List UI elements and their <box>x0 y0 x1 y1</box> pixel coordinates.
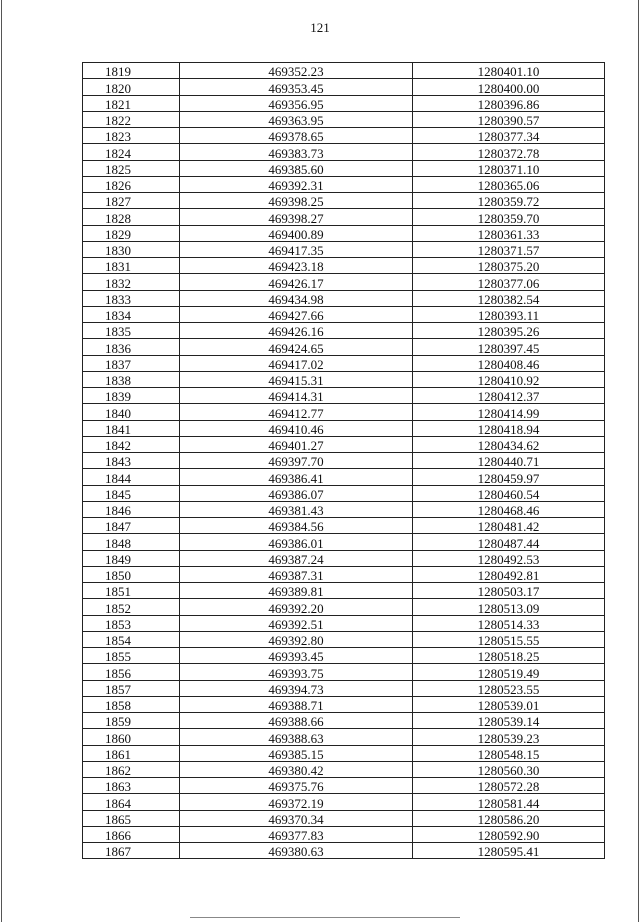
point-number-cell: 1829 <box>83 225 180 241</box>
table-row <box>83 826 605 842</box>
y-coordinate-cell: 1280519.49 <box>413 664 605 680</box>
point-number-cell: 1852 <box>83 599 180 615</box>
table-row <box>83 209 605 225</box>
table-row <box>83 339 605 355</box>
y-coordinate-cell: 1280460.54 <box>413 485 605 501</box>
point-number-cell: 1848 <box>83 534 180 550</box>
x-coordinate-cell: 469363.95 <box>180 111 413 127</box>
x-coordinate-cell: 469389.81 <box>180 583 413 599</box>
point-number-cell: 1825 <box>83 160 180 176</box>
x-coordinate-cell: 469383.73 <box>180 144 413 160</box>
x-coordinate-cell: 469352.23 <box>180 63 413 79</box>
y-coordinate-cell: 1280492.53 <box>413 550 605 566</box>
x-coordinate-cell: 469417.35 <box>180 241 413 257</box>
y-coordinate-cell: 1280397.45 <box>413 339 605 355</box>
y-coordinate-cell: 1280514.33 <box>413 615 605 631</box>
table-row <box>83 436 605 452</box>
y-coordinate-cell: 1280401.10 <box>413 63 605 79</box>
x-coordinate-cell: 469384.56 <box>180 518 413 534</box>
point-number-cell: 1853 <box>83 615 180 631</box>
point-number-cell: 1847 <box>83 518 180 534</box>
point-number-cell: 1836 <box>83 339 180 355</box>
x-coordinate-cell: 469380.63 <box>180 843 413 859</box>
table-row <box>83 680 605 696</box>
point-number-cell: 1838 <box>83 371 180 387</box>
y-coordinate-cell: 1280359.72 <box>413 193 605 209</box>
y-coordinate-cell: 1280440.71 <box>413 453 605 469</box>
y-coordinate-cell: 1280382.54 <box>413 290 605 306</box>
x-coordinate-cell: 469385.60 <box>180 160 413 176</box>
y-coordinate-cell: 1280395.26 <box>413 323 605 339</box>
table-row <box>83 290 605 306</box>
y-coordinate-cell: 1280572.28 <box>413 778 605 794</box>
point-number-cell: 1834 <box>83 306 180 322</box>
y-coordinate-cell: 1280595.41 <box>413 843 605 859</box>
table-row <box>83 128 605 144</box>
table-row <box>83 566 605 582</box>
table-row <box>83 713 605 729</box>
point-number-cell: 1867 <box>83 843 180 859</box>
y-coordinate-cell: 1280513.09 <box>413 599 605 615</box>
x-coordinate-cell: 469410.46 <box>180 420 413 436</box>
x-coordinate-cell: 469398.25 <box>180 193 413 209</box>
table-row <box>83 469 605 485</box>
y-coordinate-cell: 1280375.20 <box>413 258 605 274</box>
y-coordinate-cell: 1280468.46 <box>413 501 605 517</box>
x-coordinate-cell: 469387.31 <box>180 566 413 582</box>
x-coordinate-cell: 469392.31 <box>180 176 413 192</box>
table-row <box>83 225 605 241</box>
y-coordinate-cell: 1280592.90 <box>413 826 605 842</box>
y-coordinate-cell: 1280459.97 <box>413 469 605 485</box>
point-number-cell: 1864 <box>83 794 180 810</box>
table-row <box>83 631 605 647</box>
y-coordinate-cell: 1280518.25 <box>413 648 605 664</box>
x-coordinate-cell: 469392.20 <box>180 599 413 615</box>
point-number-cell: 1824 <box>83 144 180 160</box>
y-coordinate-cell: 1280539.01 <box>413 696 605 712</box>
y-coordinate-cell: 1280393.11 <box>413 306 605 322</box>
point-number-cell: 1831 <box>83 258 180 274</box>
point-number-cell: 1839 <box>83 388 180 404</box>
table-row <box>83 664 605 680</box>
x-coordinate-cell: 469353.45 <box>180 79 413 95</box>
point-number-cell: 1823 <box>83 128 180 144</box>
x-coordinate-cell: 469378.65 <box>180 128 413 144</box>
y-coordinate-cell: 1280481.42 <box>413 518 605 534</box>
table-row <box>83 371 605 387</box>
table-row <box>83 761 605 777</box>
page-number: 121 <box>310 20 330 35</box>
x-coordinate-cell: 469417.02 <box>180 355 413 371</box>
x-coordinate-cell: 469401.27 <box>180 436 413 452</box>
point-number-cell: 1844 <box>83 469 180 485</box>
table-row <box>83 193 605 209</box>
table-row <box>83 648 605 664</box>
point-number-cell: 1854 <box>83 631 180 647</box>
point-number-cell: 1857 <box>83 680 180 696</box>
x-coordinate-cell: 469427.66 <box>180 306 413 322</box>
table-row <box>83 160 605 176</box>
y-coordinate-cell: 1280377.06 <box>413 274 605 290</box>
x-coordinate-cell: 469392.51 <box>180 615 413 631</box>
x-coordinate-cell: 469386.01 <box>180 534 413 550</box>
table-row <box>83 534 605 550</box>
y-coordinate-cell: 1280523.55 <box>413 680 605 696</box>
y-coordinate-cell: 1280434.62 <box>413 436 605 452</box>
x-coordinate-cell: 469394.73 <box>180 680 413 696</box>
table-row <box>83 550 605 566</box>
table-row <box>83 420 605 436</box>
point-number-cell: 1845 <box>83 485 180 501</box>
x-coordinate-cell: 469423.18 <box>180 258 413 274</box>
point-number-cell: 1842 <box>83 436 180 452</box>
table-row <box>83 794 605 810</box>
x-coordinate-cell: 469426.17 <box>180 274 413 290</box>
point-number-cell: 1861 <box>83 745 180 761</box>
point-number-cell: 1832 <box>83 274 180 290</box>
y-coordinate-cell: 1280548.15 <box>413 745 605 761</box>
y-coordinate-cell: 1280560.30 <box>413 761 605 777</box>
table-row <box>83 274 605 290</box>
page-border-left <box>1 0 2 922</box>
table-row <box>83 79 605 95</box>
point-number-cell: 1851 <box>83 583 180 599</box>
x-coordinate-cell: 469397.70 <box>180 453 413 469</box>
y-coordinate-cell: 1280359.70 <box>413 209 605 225</box>
x-coordinate-cell: 469393.75 <box>180 664 413 680</box>
table-row <box>83 485 605 501</box>
y-coordinate-cell: 1280361.33 <box>413 225 605 241</box>
x-coordinate-cell: 469388.71 <box>180 696 413 712</box>
table-row <box>83 63 605 79</box>
table-row <box>83 745 605 761</box>
coordinates-table <box>82 62 605 859</box>
point-number-cell: 1865 <box>83 810 180 826</box>
y-coordinate-cell: 1280412.37 <box>413 388 605 404</box>
y-coordinate-cell: 1280492.81 <box>413 566 605 582</box>
y-coordinate-cell: 1280539.23 <box>413 729 605 745</box>
x-coordinate-cell: 469356.95 <box>180 95 413 111</box>
x-coordinate-cell: 469380.42 <box>180 761 413 777</box>
point-number-cell: 1833 <box>83 290 180 306</box>
x-coordinate-cell: 469386.07 <box>180 485 413 501</box>
x-coordinate-cell: 469375.76 <box>180 778 413 794</box>
y-coordinate-cell: 1280515.55 <box>413 631 605 647</box>
y-coordinate-cell: 1280418.94 <box>413 420 605 436</box>
table-row <box>83 696 605 712</box>
table-row <box>83 810 605 826</box>
table-row <box>83 258 605 274</box>
table-row <box>83 306 605 322</box>
y-coordinate-cell: 1280400.00 <box>413 79 605 95</box>
point-number-cell: 1860 <box>83 729 180 745</box>
point-number-cell: 1862 <box>83 761 180 777</box>
y-coordinate-cell: 1280372.78 <box>413 144 605 160</box>
point-number-cell: 1822 <box>83 111 180 127</box>
table-row <box>83 843 605 859</box>
point-number-cell: 1837 <box>83 355 180 371</box>
y-coordinate-cell: 1280487.44 <box>413 534 605 550</box>
table-row <box>83 518 605 534</box>
table-row <box>83 778 605 794</box>
x-coordinate-cell: 469412.77 <box>180 404 413 420</box>
point-number-cell: 1828 <box>83 209 180 225</box>
x-coordinate-cell: 469415.31 <box>180 371 413 387</box>
table-row <box>83 144 605 160</box>
x-coordinate-cell: 469398.27 <box>180 209 413 225</box>
x-coordinate-cell: 469426.16 <box>180 323 413 339</box>
y-coordinate-cell: 1280371.57 <box>413 241 605 257</box>
point-number-cell: 1819 <box>83 63 180 79</box>
y-coordinate-cell: 1280396.86 <box>413 95 605 111</box>
point-number-cell: 1830 <box>83 241 180 257</box>
point-number-cell: 1849 <box>83 550 180 566</box>
table-row <box>83 388 605 404</box>
table-row <box>83 176 605 192</box>
x-coordinate-cell: 469370.34 <box>180 810 413 826</box>
point-number-cell: 1850 <box>83 566 180 582</box>
x-coordinate-cell: 469388.66 <box>180 713 413 729</box>
table-row <box>83 241 605 257</box>
x-coordinate-cell: 469414.31 <box>180 388 413 404</box>
point-number-cell: 1856 <box>83 664 180 680</box>
x-coordinate-cell: 469424.65 <box>180 339 413 355</box>
bottom-rule <box>190 917 460 918</box>
table-row <box>83 615 605 631</box>
point-number-cell: 1840 <box>83 404 180 420</box>
point-number-cell: 1866 <box>83 826 180 842</box>
point-number-cell: 1859 <box>83 713 180 729</box>
x-coordinate-cell: 469385.15 <box>180 745 413 761</box>
table-row <box>83 355 605 371</box>
x-coordinate-cell: 469381.43 <box>180 501 413 517</box>
table-row <box>83 729 605 745</box>
y-coordinate-cell: 1280390.57 <box>413 111 605 127</box>
point-number-cell: 1855 <box>83 648 180 664</box>
x-coordinate-cell: 469377.83 <box>180 826 413 842</box>
table-row <box>83 323 605 339</box>
table-row <box>83 583 605 599</box>
table-row <box>83 501 605 517</box>
table-row <box>83 111 605 127</box>
point-number-cell: 1863 <box>83 778 180 794</box>
coordinates-table-body <box>83 63 605 859</box>
y-coordinate-cell: 1280371.10 <box>413 160 605 176</box>
x-coordinate-cell: 469372.19 <box>180 794 413 810</box>
table-row <box>83 599 605 615</box>
x-coordinate-cell: 469386.41 <box>180 469 413 485</box>
y-coordinate-cell: 1280581.44 <box>413 794 605 810</box>
table-row <box>83 404 605 420</box>
point-number-cell: 1820 <box>83 79 180 95</box>
point-number-cell: 1841 <box>83 420 180 436</box>
y-coordinate-cell: 1280408.46 <box>413 355 605 371</box>
x-coordinate-cell: 469388.63 <box>180 729 413 745</box>
y-coordinate-cell: 1280414.99 <box>413 404 605 420</box>
table-row <box>83 453 605 469</box>
point-number-cell: 1835 <box>83 323 180 339</box>
y-coordinate-cell: 1280410.92 <box>413 371 605 387</box>
y-coordinate-cell: 1280503.17 <box>413 583 605 599</box>
y-coordinate-cell: 1280539.14 <box>413 713 605 729</box>
point-number-cell: 1858 <box>83 696 180 712</box>
point-number-cell: 1826 <box>83 176 180 192</box>
page-border-right <box>638 0 639 922</box>
x-coordinate-cell: 469392.80 <box>180 631 413 647</box>
point-number-cell: 1827 <box>83 193 180 209</box>
point-number-cell: 1846 <box>83 501 180 517</box>
point-number-cell: 1843 <box>83 453 180 469</box>
table-row <box>83 95 605 111</box>
y-coordinate-cell: 1280377.34 <box>413 128 605 144</box>
y-coordinate-cell: 1280365.06 <box>413 176 605 192</box>
x-coordinate-cell: 469387.24 <box>180 550 413 566</box>
y-coordinate-cell: 1280586.20 <box>413 810 605 826</box>
x-coordinate-cell: 469400.89 <box>180 225 413 241</box>
x-coordinate-cell: 469393.45 <box>180 648 413 664</box>
x-coordinate-cell: 469434.98 <box>180 290 413 306</box>
point-number-cell: 1821 <box>83 95 180 111</box>
